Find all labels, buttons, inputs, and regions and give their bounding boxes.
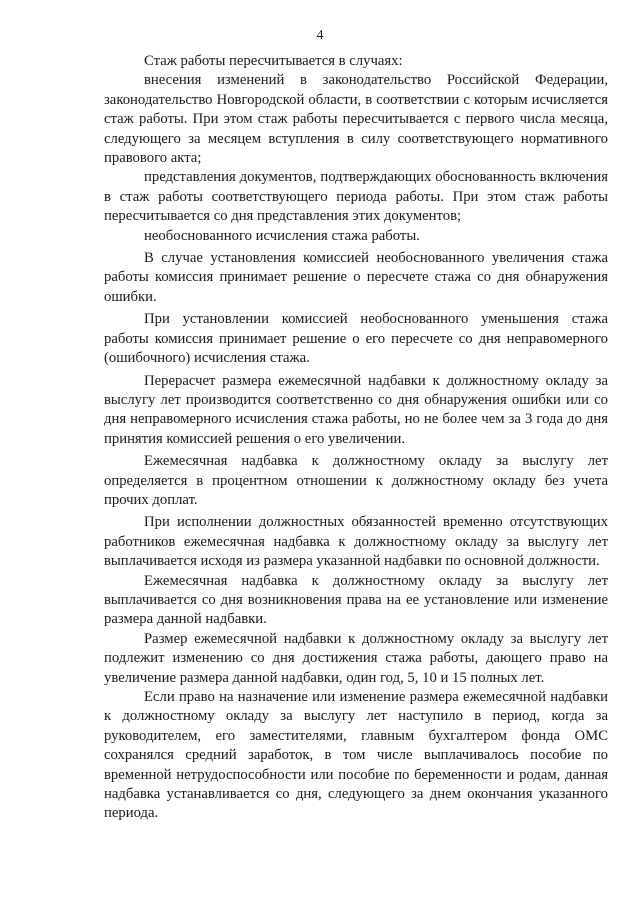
paragraph: представления документов, подтверждающих обоснованность включения в стаж работы соответствующего периода работы. При этом стаж работы пересчитывается со дня представления этих документов; — [104, 169, 608, 225]
paragraph: В случае установления комиссией необоснованного увеличения стажа работы комиссия принимает решение о пересчете стажа со дня обнаружения ошибки. — [104, 250, 608, 305]
paragraph: При установлении комиссией необоснованного уменьшения стажа работы комиссия принимает решение о его пересчете со дня неправомерного (ошибочного) исчисления стажа. — [104, 311, 608, 367]
document-body — [104, 52, 608, 824]
paragraph: Размер ежемесячной надбавки к должностному окладу за выслугу лет подлежит изменению со дня достижения стажа работы, дающего право на увеличение размера данной надбавки, один год, 5, 10 и 15 полных лет. — [104, 630, 608, 686]
paragraph: необоснованного исчисления стажа работы. — [144, 227, 420, 244]
paragraph: Перерасчет размера ежемесячной надбавки к должностному окладу за выслугу лет производится соответственно со дня обнаружения ошибки или со дня неправомерного исчисления стажа работы, но не более чем за 3 года до дня принятия комиссией решения о его увеличении. — [104, 372, 608, 447]
paragraph: Ежемесячная надбавка к должностному окладу за выслугу лет выплачивается со дня возникновения права на ее установление или изменение размера данной надбавки. — [104, 572, 608, 628]
paragraph: Если право на назначение или изменение размера ежемесячной надбавки к должностному окладу за выслугу лет наступило в период, когда за руководителем, его заместителями, главным бухгалтером фонда ОМС сохранялся средний заработок, в том числе выплачивалось пособие по временной нетрудоспособности или пособие по беременности и родам, данная надбавка устанавливается со дня, следующего за днем окончания указанного периода. — [104, 689, 608, 822]
paragraph: внесения изменений в законодательство Российской Федерации, законодательство Новгородской области, в соответствии с которым исчисляется стаж работы. При этом стаж работы пересчитывается с первого числа месяца, следующего за месяцем вступления в силу соответствующего нормативного правового акта; — [104, 72, 608, 167]
paragraph: Стаж работы пересчитывается в случаях: — [144, 53, 403, 69]
page-number: 4 — [316, 28, 324, 43]
paragraph: При исполнении должностных обязанностей временно отсутствующих работников ежемесячная надбавка к должностному окладу за выслугу лет выплачивается исходя из размера указанной надбавки по основной должности. — [104, 514, 608, 570]
paragraph: Ежемесячная надбавка к должностному окладу за выслугу лет определяется в процентном отношении к должностному окладу без учета прочих доплат. — [104, 453, 608, 508]
